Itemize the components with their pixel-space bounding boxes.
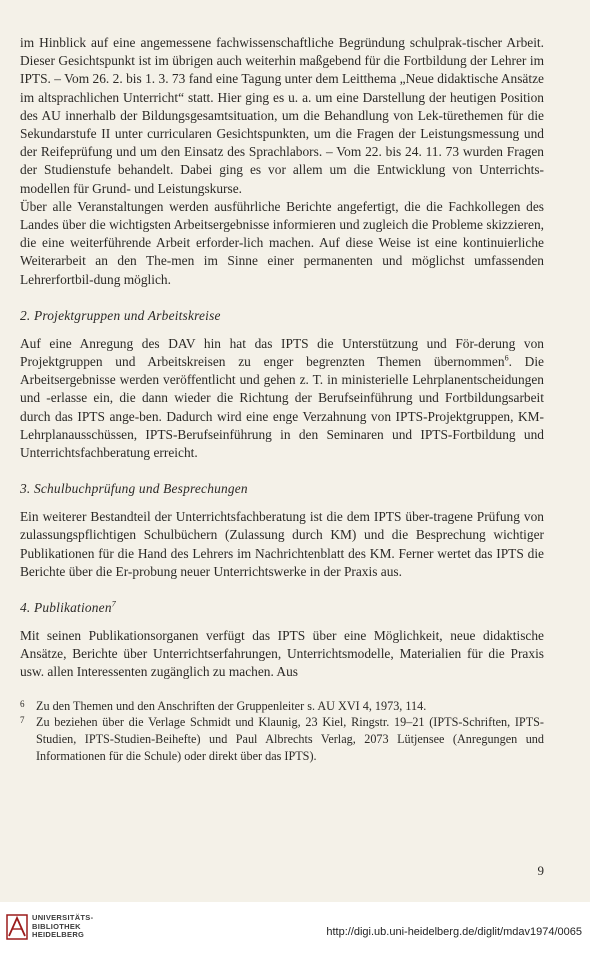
footnote-7-mark: 7 bbox=[20, 715, 25, 726]
library-name-line-3: HEIDELBERG bbox=[32, 930, 85, 940]
section-heading-2-text: 2. Projektgruppen und Arbeitskreise bbox=[20, 307, 221, 323]
paragraph-5: Mit seinen Publikationsorganen verfügt das IPTS über eine Möglichkeit, neue didaktische Ansätze, Berichte über Unterrichtserfahrungen, Unterrichtsmodelle, Materialien für die Praxis usw. allen Interessenten zugänglich zu machen. Aus bbox=[20, 628, 544, 680]
document-page bbox=[20, 34, 544, 765]
footnotes bbox=[20, 698, 544, 765]
paragraph-1: im Hinblick auf eine angemessene fachwissenschaftliche Begründung schulprak-tischer Arbeit. Dieser Gesichtspunkt ist im übrigen auch weiterhin maßgebend für die Fortbildung der Lehrer im IPTS. – Vom 26. 2. bis 1. 3. 73 fand eine Tagung unter dem Leitthema „Neue didaktische Ansätze im altsprachlichen Unterricht“ statt. Hier ging es u. a. um eine Darstellung der heutigen Position des AU innerhalb der Bildungsgesamtsituation, um die Behandlung von Lek-türethemen für die Sekundarstufe II unter curricularen Gesichtspunkten, um die Fragen der Leistungsmessung und der Reifeprüfung und um den Einsatz des Sprachlabors. – Vom 22. bis 24. 11. 73 wurden Fragen der Studienstufe behandelt. Dabei ging es vor allem um die Entwicklung von Unterrichts-modellen für Grund- und Leistungskurse. bbox=[20, 35, 544, 196]
section-heading-4 bbox=[20, 599, 544, 617]
library-name-line-1: UNIVERSITÄTS- bbox=[32, 913, 94, 922]
footer-bar bbox=[0, 902, 590, 959]
section-heading-3-text: 3. Schulbuchprüfung und Besprechungen bbox=[20, 481, 248, 497]
footnote-6-text: Zu den Themen und den Anschriften der Gruppenleiter s. AU XVI 4, 1973, 114. bbox=[36, 698, 427, 713]
footnote-ref-7[interactable]: 7 bbox=[111, 599, 116, 609]
library-name-line-2: BIBLIOTHEK bbox=[32, 921, 81, 931]
footnote-7 bbox=[20, 714, 544, 764]
university-library-logo-icon[interactable] bbox=[6, 914, 28, 940]
footnote-6 bbox=[20, 698, 544, 715]
section-heading-3 bbox=[20, 480, 544, 498]
library-name bbox=[32, 914, 93, 940]
footnote-6-mark: 6 bbox=[20, 698, 25, 709]
paragraph-4: Ein weiterer Bestandteil der Unterrichtsfachberatung ist die dem IPTS über-tragene Prüfung von zulassungspflichtigen Schulbüchern (Zulassung durch KM) und die Besprechung wichtiger Publikationen für die Hand des Lehrers im Nachrichtenblatt des KM. Ferner wertet das IPTS die Berichte über die Er-probung neuer Unterrichtswerke in der Praxis aus. bbox=[20, 509, 544, 579]
paragraph-3-part-b: . Die Arbeitsergebnisse werden veröffentlicht und gehen z. T. in ministerielle Lehrplanentscheidungen und -erlasse ein, die dann wieder die Richtung der Berufseinführung und Fortbildungsarbeit durch das IPTS ange-ben. Dadurch wird eine enge Verzahnung von IPTS-Projektgruppen, KM-Lehrplanausschüssen, IPTS-Berufseinführung in den Seminaren und IPTS-Fortbildung und Unterrichtsfachberatung erreicht. bbox=[20, 354, 545, 461]
footnote-ref-6[interactable]: 6 bbox=[504, 353, 509, 363]
paragraph-3 bbox=[20, 335, 544, 462]
section-heading-2 bbox=[20, 307, 544, 325]
paragraph-2: Über alle Veranstaltungen werden ausführliche Berichte angefertigt, die die Fachkollegen des Landes über die wichtigsten Arbeitsergebnisse informieren und zugleich die Probleme skizzieren, die eine weiterführende Arbeit erforder-lich machen. Auf diese Weise ist eine kontinuierliche Weiterarbeit an den The-men im Sinne einer permanenten und möglichst umfassenden Lehrerfortbil-dung möglich. bbox=[20, 198, 544, 287]
source-url-link[interactable]: http://digi.ub.uni-heidelberg.de/diglit/mdav1974/0065 bbox=[326, 926, 582, 938]
section-heading-4-text: 4. Publikationen bbox=[20, 600, 112, 616]
paragraph-3-part-a: Auf eine Anregung des DAV hin hat das IPTS die Unterstützung und För-derung von Projektgruppen und Arbeitskreisen zu enger begrenzten Themen übernommen bbox=[20, 335, 544, 370]
page-number: 9 bbox=[537, 863, 544, 878]
footnote-7-text: Zu beziehen über die Verlage Schmidt und Klaunig, 23 Kiel, Ringstr. 19–21 (IPTS-Schriften, IPTS-Studien, IPTS-Studien-Beihefte) und Paul Albrechts Verlag, 2073 Lütjensee (Anregungen und Informationen für die Schule) oder direkt über das IPTS). bbox=[36, 715, 544, 764]
